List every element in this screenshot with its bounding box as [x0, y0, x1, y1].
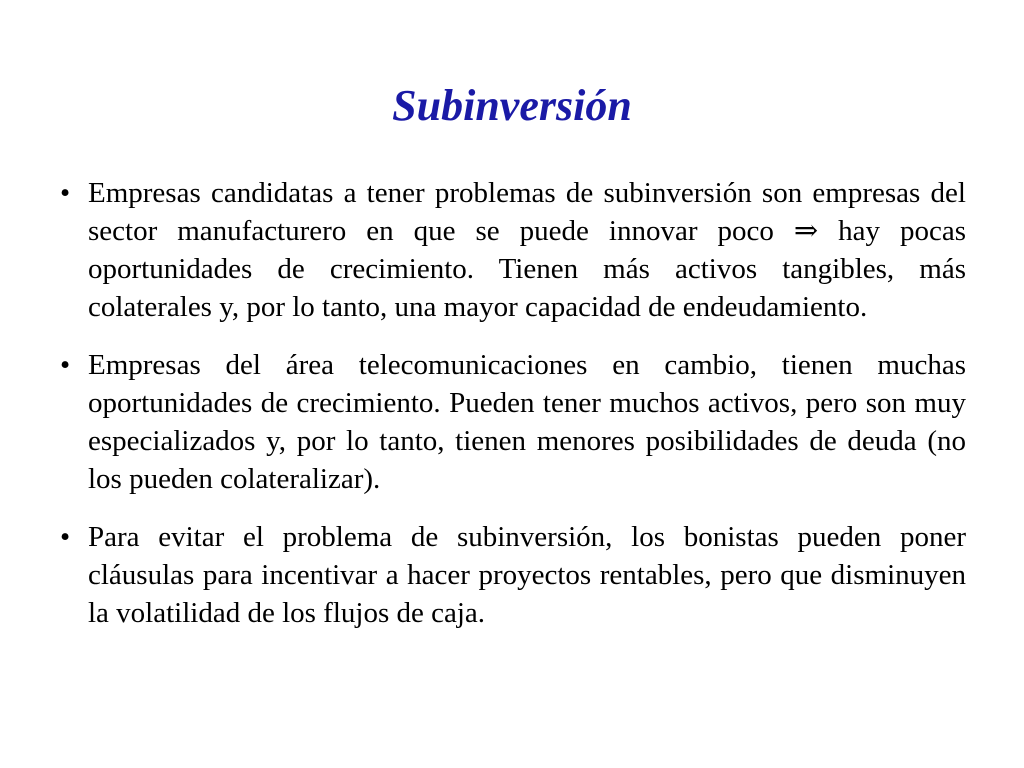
bullet-icon: •: [60, 349, 71, 381]
bullet-text: Empresas candidatas a tener problemas de subinversión son empresas del sector manufacturero en que se puede innovar poco ⇒ hay pocas oportunidades de crecimiento. Tienen más activos tangibles, más colaterales y, por lo tanto, una mayor capacidad de endeudamiento.: [88, 177, 966, 323]
bullet-icon: •: [60, 521, 71, 553]
bullet-text: Empresas del área telecomunicaciones en cambio, tienen muchas oportunidades de crecimiento. Pueden tener muchos activos, pero son muy especializados y, por lo tanto, tienen menores posibilidades de deuda (no los pueden colateralizar).: [88, 349, 966, 495]
bullet-list: [60, 174, 966, 652]
bullet-icon: •: [60, 177, 71, 209]
bullet-item: [60, 518, 966, 632]
slide-title: Subinversión: [392, 81, 632, 130]
bullet-item: [60, 174, 966, 326]
bullet-text: Para evitar el problema de subinversión, los bonistas pueden poner cláusulas para incentivar a hacer proyectos rentables, pero que disminuyen la volatilidad de los flujos de caja.: [88, 521, 966, 629]
bullet-item: [60, 346, 966, 498]
